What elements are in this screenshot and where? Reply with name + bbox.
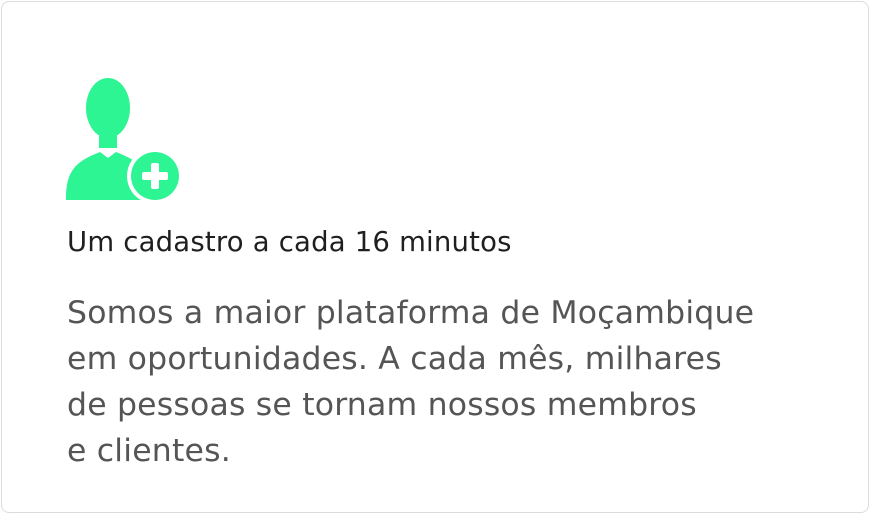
description-line: em oportunidades. A cada mês, milhares xyxy=(67,341,722,377)
description-line: Somos a maior plataforma de Moçambique xyxy=(67,295,755,331)
description-line: de pessoas se tornam nossos membros xyxy=(67,387,697,423)
feature-card xyxy=(1,1,869,513)
description-line: e clientes. xyxy=(67,433,231,469)
user-add-icon xyxy=(62,76,182,202)
card-title: Um cadastro a cada 16 minutos xyxy=(67,226,512,258)
card-description xyxy=(67,290,867,474)
